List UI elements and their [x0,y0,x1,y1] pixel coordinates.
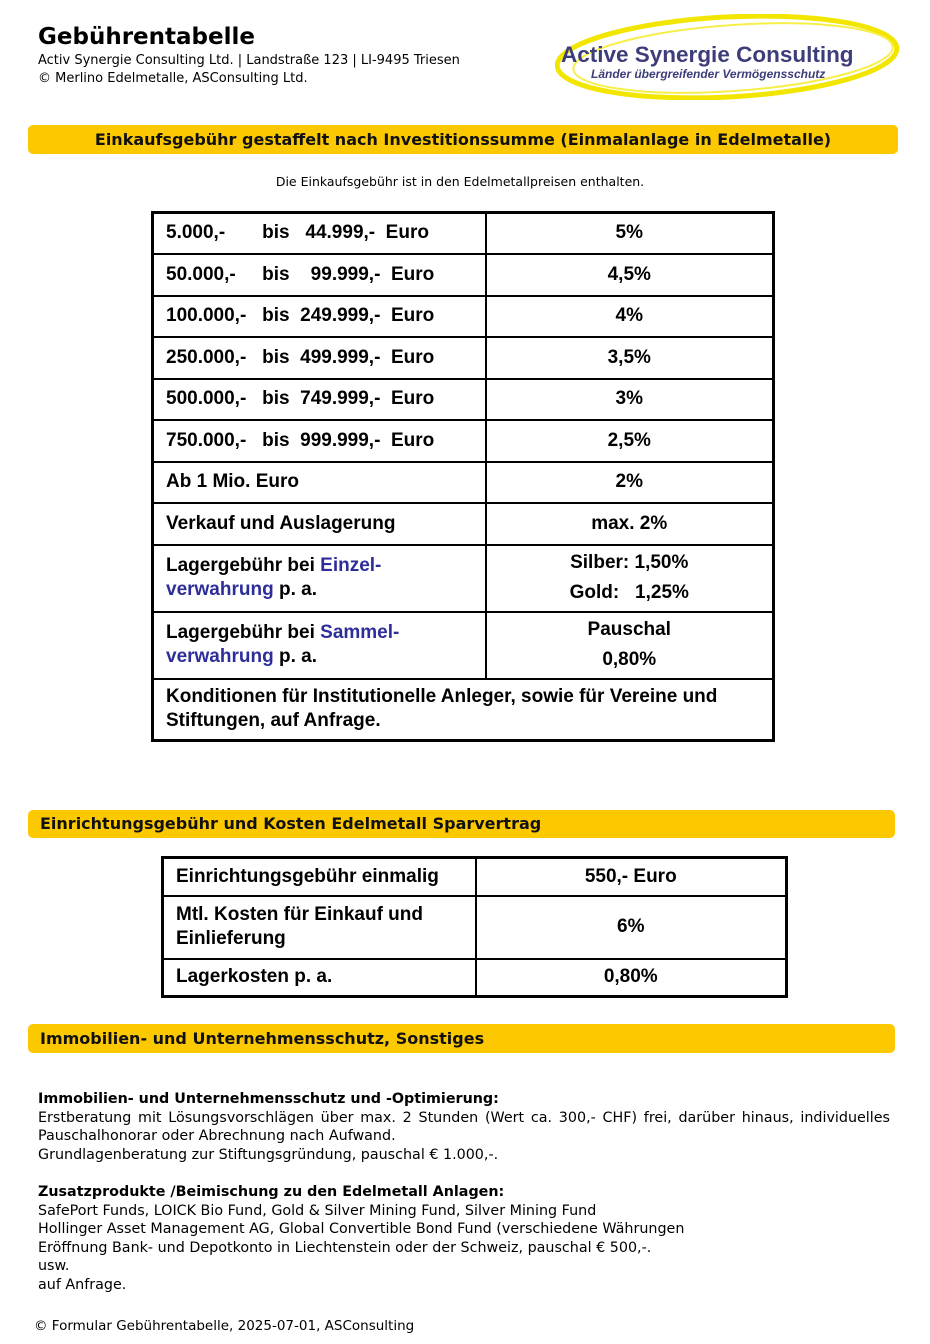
institutional-conditions: Konditionen für Institutionelle Anleger, sowie für Vereine und Stiftungen, auf Anfrage. [153,679,774,741]
storage-label-suffix: p. a. [273,579,317,600]
storage-cost-value: 0,80% [476,959,787,997]
storage-label-text: Lagergebühr bei [166,622,321,643]
purchase-fee-note: Die Einkaufsgebühr ist in den Edelmetallpreisen enthalten. [275,174,645,189]
table-row [153,420,774,462]
gold-rate: Gold: 1,25% [569,582,689,603]
storage-single-rates [486,545,774,612]
tier-range: Ab 1 Mio. Euro [153,462,486,503]
verwahrung-link[interactable]: verwahrung [166,646,274,667]
silver-rate: Silber: 1,50% [570,552,689,573]
tier-range: 50.000,- bis 99.999,- Euro [153,254,486,296]
table-row [153,296,774,337]
table-row [153,254,774,296]
monthly-cost-value: 6% [476,896,787,959]
savings-plan-table [161,856,788,998]
table-row [163,959,787,997]
page-title: Gebührentabelle [38,24,255,50]
section-heading-other: Immobilien- und Unternehmensschutz, Sonstiges [28,1024,895,1053]
tier-range: 250.000,- bis 499.999,- Euro [153,337,486,379]
pool-flat-label: Pauschal [587,619,671,640]
company-logo [555,14,900,100]
purchase-fee-table [151,211,775,742]
section-heading-savings-plan: Einrichtungsgebühr und Kosten Edelmetall Sparvertrag [28,810,895,838]
table-row [153,545,774,612]
list-item: SafePort Funds, LOICK Bio Fund, Gold & Silver Mining Fund, Silver Mining Fund [38,1202,597,1219]
table-row [153,503,774,545]
sale-rate: max. 2% [486,503,774,545]
tier-rate: 4,5% [486,254,774,296]
monthly-cost-label: Mtl. Kosten für Einkauf und Einlieferung [163,896,476,959]
pool-rate: 0,80% [602,649,657,670]
tier-rate: 3,5% [486,337,774,379]
storage-single-label [153,545,486,612]
foundation-text: Grundlagenberatung zur Stiftungsgründung, pauschal € 1.000,-. [38,1146,499,1163]
additional-products-block [38,1183,890,1294]
einzel-link[interactable]: Einzel- [320,555,382,576]
table-row [153,337,774,379]
list-item: Hollinger Asset Management AG, Global Convertible Bond Fund (verschiedene Währungen [38,1221,685,1237]
page-footer: © Formular Gebührentabelle, 2025-07-01, ASConsulting [34,1318,415,1334]
additional-products-title: Zusatzprodukte /Beimischung zu den Edelmetall Anlagen: [38,1184,505,1200]
sammel-link[interactable]: Sammel- [320,622,400,643]
copyright-line: © Merlino Edelmetalle, ASConsulting Ltd. [38,71,308,86]
table-row [153,612,774,679]
company-address: Activ Synergie Consulting Ltd. | Landstraße 123 | LI-9495 Triesen [38,53,460,68]
table-row [163,858,787,896]
tier-rate: 2% [486,462,774,503]
real-estate-block [38,1090,890,1164]
table-row [163,896,787,959]
logo-tagline: Länder übergreifender Vermögensschutz [591,67,826,81]
storage-cost-label: Lagerkosten p. a. [163,959,476,997]
tier-range: 500.000,- bis 749.999,- Euro [153,379,486,420]
table-row [153,462,774,503]
verwahrung-link[interactable]: verwahrung [166,579,274,600]
section-heading-purchase-fee: Einkaufsgebühr gestaffelt nach Investitionssumme (Einmalanlage in Edelmetalle) [28,125,898,154]
storage-pool-rates [486,612,774,679]
tier-rate: 2,5% [486,420,774,462]
tier-range: 100.000,- bis 249.999,- Euro [153,296,486,337]
setup-fee-value: 550,- Euro [476,858,787,896]
tier-rate: 3% [486,379,774,420]
real-estate-text: Erstberatung mit Lösungsvorschlägen über max. 2 Stunden (Wert ca. 300,- CHF) frei, darüber hinaus, individuelles Pauschalhonorar oder Abrechnung nach Aufwand. [38,1109,890,1144]
setup-fee-label: Einrichtungsgebühr einmalig [163,858,476,896]
list-item: usw. [38,1258,70,1274]
sale-label: Verkauf und Auslagerung [153,503,486,545]
tier-range: 750.000,- bis 999.999,- Euro [153,420,486,462]
storage-label-suffix: p. a. [273,646,317,667]
list-item: Eröffnung Bank- und Depotkonto in Liechtenstein oder der Schweiz, pauschal € 500,-. [38,1239,652,1256]
real-estate-title: Immobilien- und Unternehmensschutz und -Optimierung: [38,1091,499,1107]
logo-name: Active Synergie Consulting [561,42,854,67]
tier-range: 5.000,- bis 44.999,- Euro [153,213,486,254]
storage-pool-label [153,612,486,679]
tier-rate: 4% [486,296,774,337]
tier-rate: 5% [486,213,774,254]
table-row [153,379,774,420]
list-item: auf Anfrage. [38,1276,127,1293]
table-row [153,679,774,741]
storage-label-text: Lagergebühr bei [166,555,321,576]
table-row [153,213,774,254]
